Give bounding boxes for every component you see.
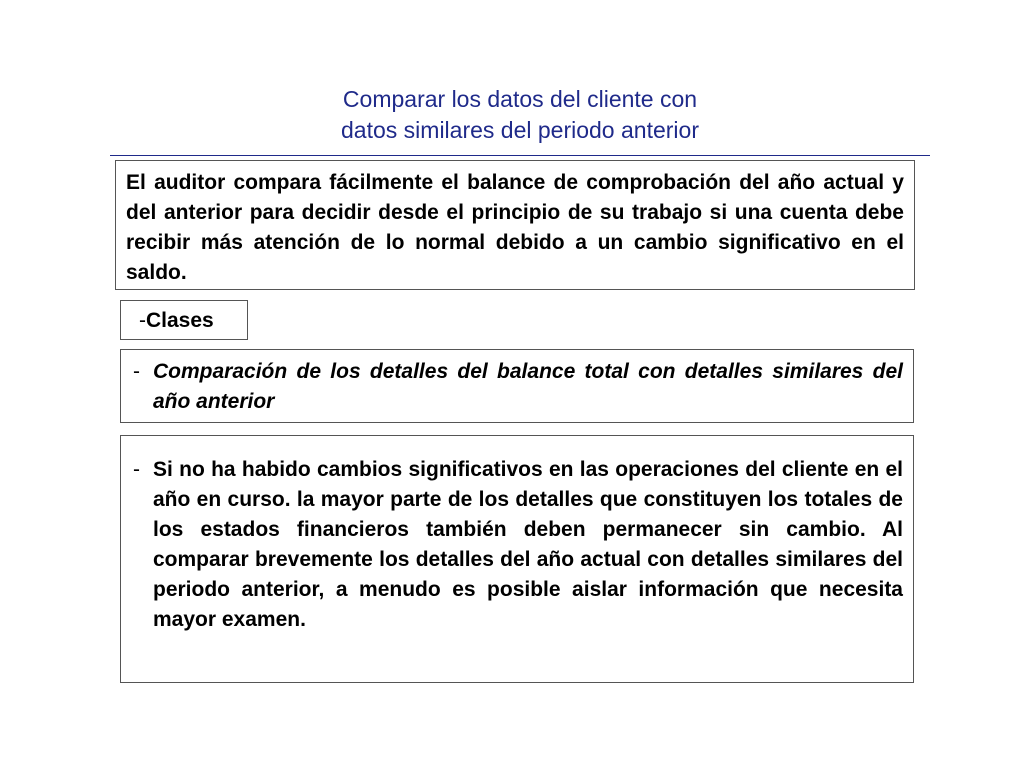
descripcion-dash: - [133,458,140,481]
descripcion-item [131,455,903,635]
comparacion-box [120,349,914,423]
comparacion-dash: - [133,360,140,383]
clases-box [120,300,248,340]
comparacion-text: Comparación de los detalles del balance total con detalles similares del año anterior [153,360,903,413]
descripcion-box [120,435,914,683]
clases-dash: - [139,309,146,332]
slide-title [110,84,930,146]
slide-title-line-2: datos similares del periodo anterior [341,117,699,143]
intro-text: El auditor compara fácilmente el balance de comprobación del año actual y del anterior para decidir desde el principio de su trabajo si una cuenta debe recibir más atención de lo normal debido a un cambio significativo en el saldo. [126,171,904,284]
clases-label: Clases [146,309,214,332]
intro-box [115,160,915,290]
title-divider [110,155,930,156]
comparacion-item [131,357,903,417]
descripcion-text: Si no ha habido cambios significativos en las operaciones del cliente en el año en curso. la mayor parte de los detalles que constituyen los totales de los estados financieros también deben permanecer sin cambio. Al comparar brevemente los detalles del año actual con detalles similares del periodo anterior, a menudo es posible aislar información que necesita mayor examen. [153,458,903,631]
slide-title-line-1: Comparar los datos del cliente con [342,86,698,112]
